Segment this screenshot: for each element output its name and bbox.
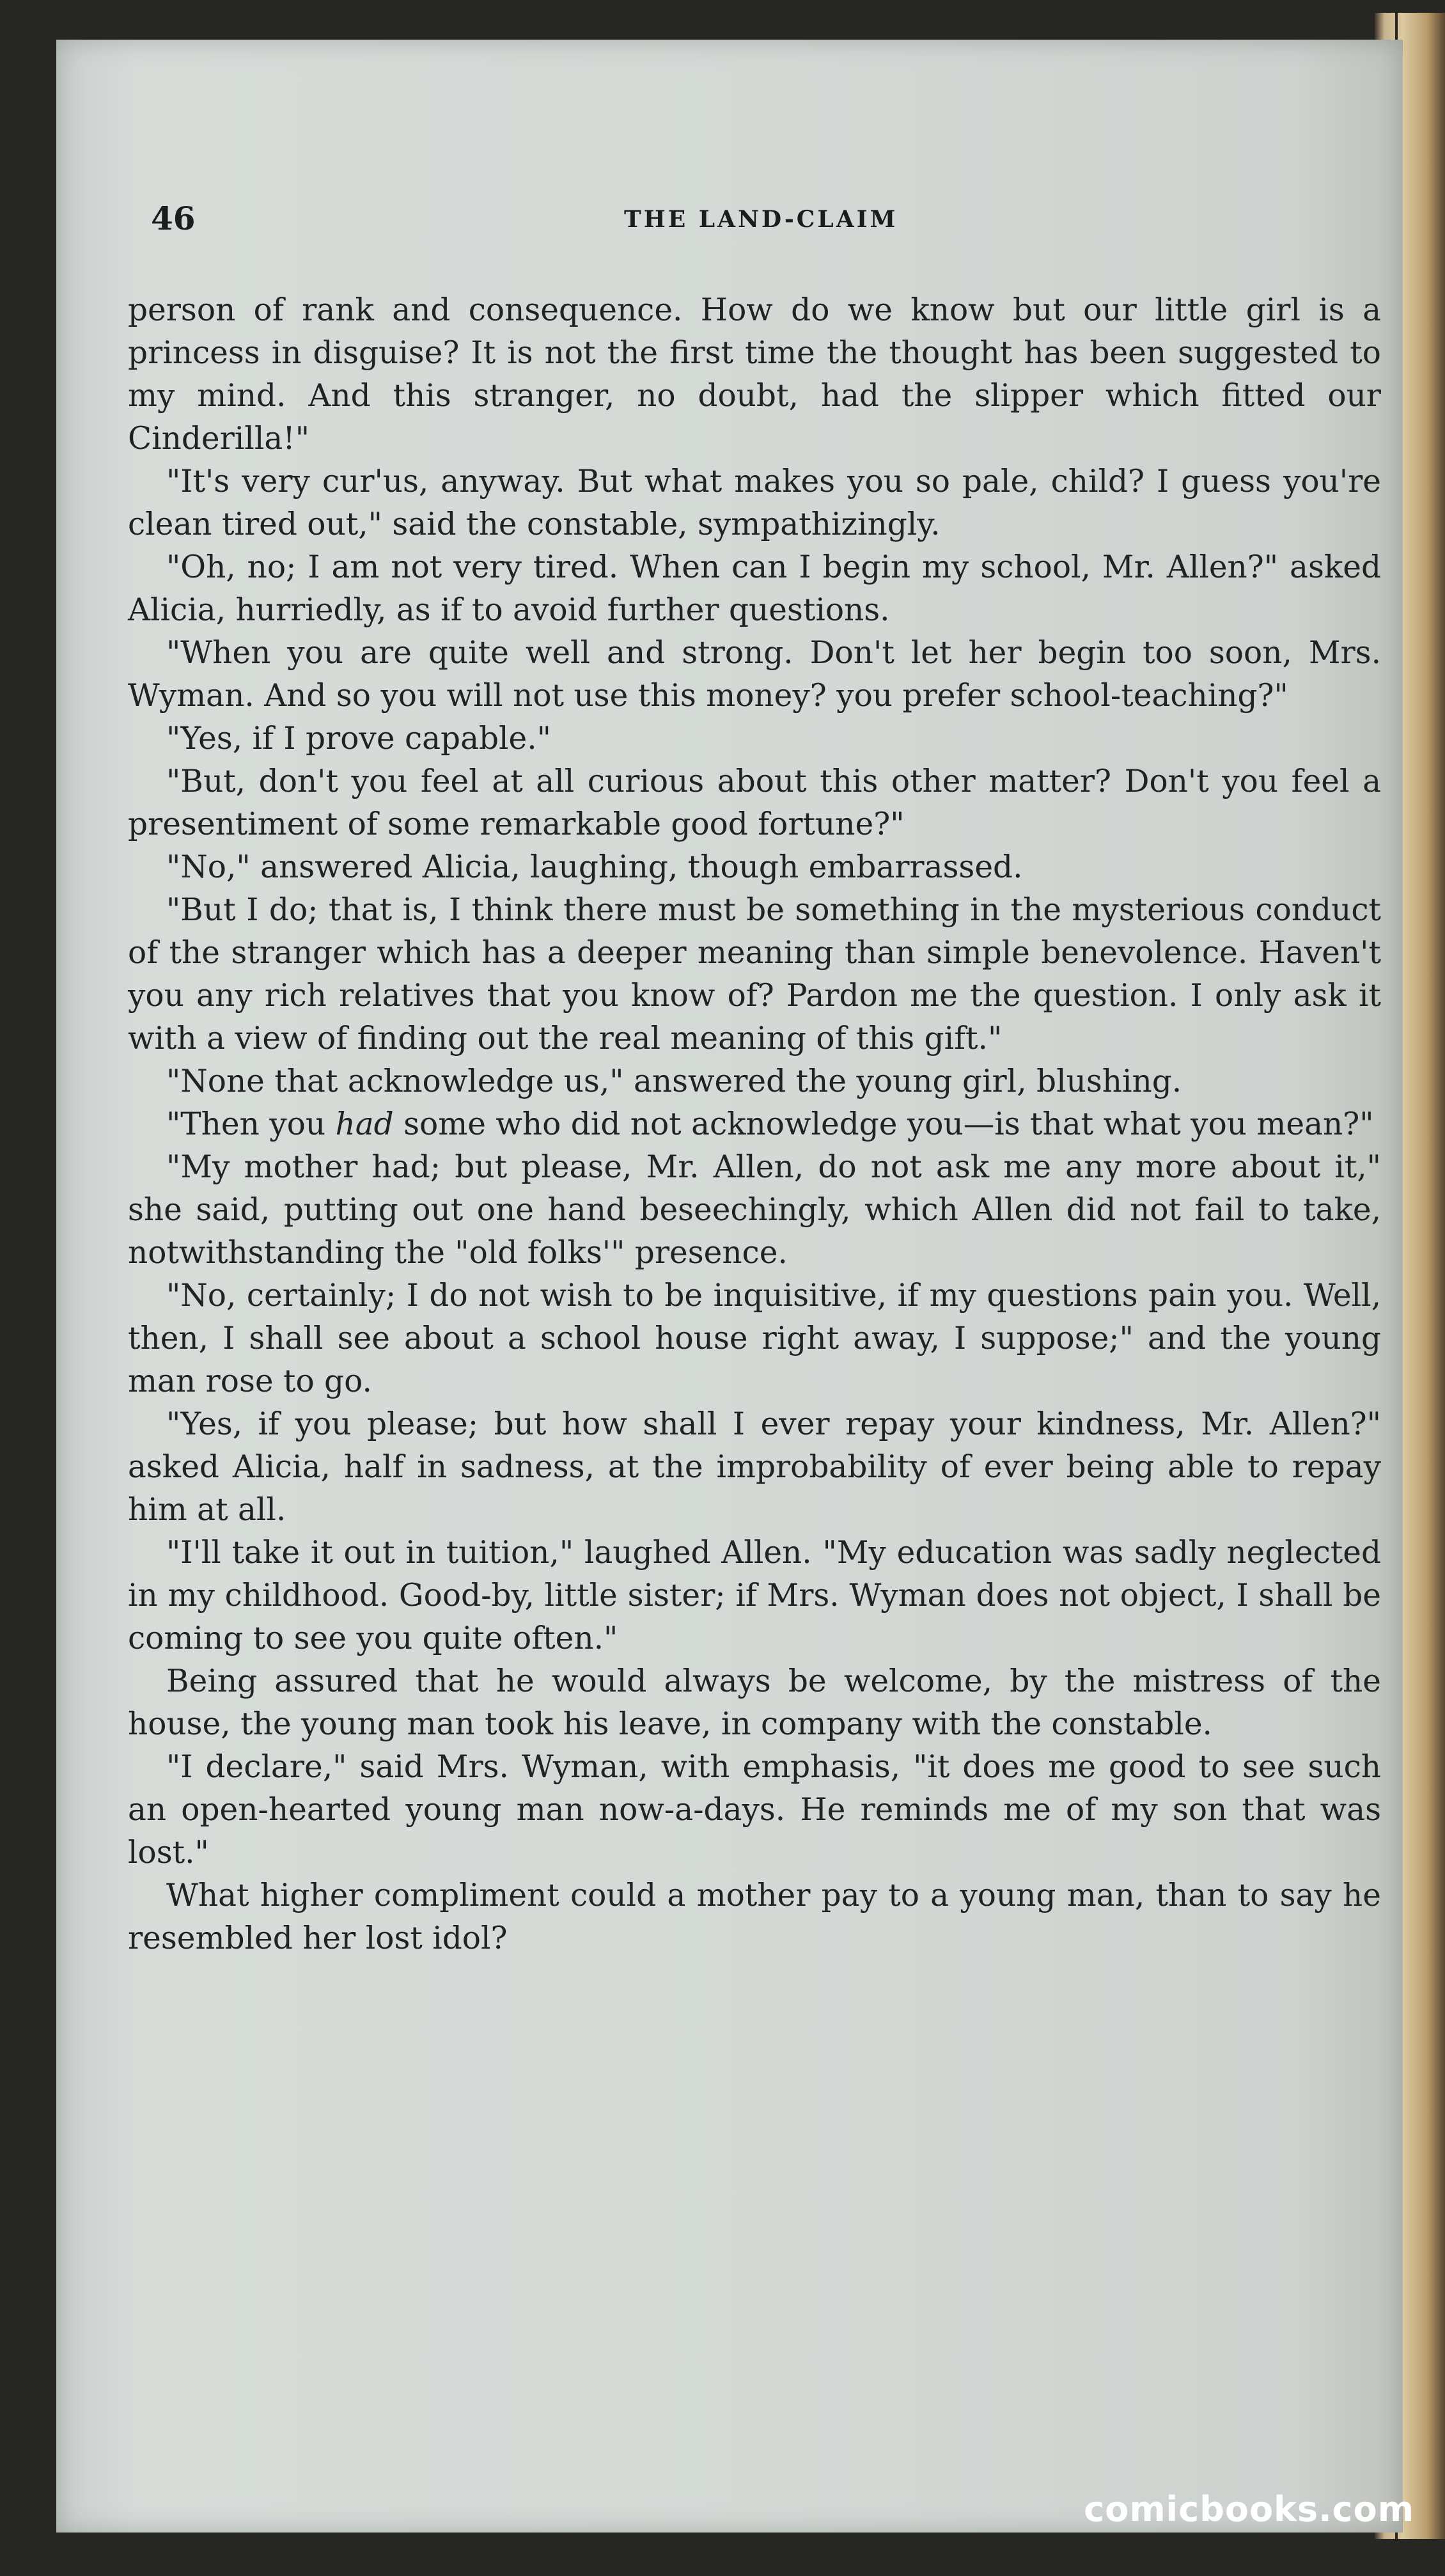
paragraph: "Then you had some who did not acknowledge you—is that what you mean?" (166, 1106, 1374, 1142)
running-title: THE LAND-CLAIM (624, 206, 898, 233)
paragraph: "Oh, no; I am not very tired. When can I begin my school, Mr. Allen?" asked Alicia, hurriedly, as if to avoid further questions. (128, 549, 1381, 628)
paragraph: What higher compliment could a mother pay to a young man, than to say he resembled her lost idol? (128, 1878, 1381, 1956)
paragraph: "I'll take it out in tuition," laughed Allen. "My education was sadly neglected in my childhood. Good-by, little sister; if Mrs. Wyman does not object, I shall be coming to see you quite often." (128, 1535, 1381, 1656)
paragraph: "No, certainly; I do not wish to be inquisitive, if my questions pain you. Well, then, I shall see about a school house right away, I suppose;" and the young man rose to go. (128, 1278, 1381, 1399)
paragraph: "When you are quite well and strong. Don't let her begin too soon, Mrs. Wyman. And so you will not use this money? you prefer school-teaching?" (128, 635, 1381, 714)
paragraph: "My mother had; but please, Mr. Allen, do not ask me any more about it," she said, putting out one hand beseechingly, which Allen did not fail to take, notwithstanding the "old folks'" presence. (128, 1149, 1381, 1271)
site-watermark: comicbooks.com (1084, 2489, 1414, 2529)
paragraph: "No," answered Alicia, laughing, though embarrassed. (166, 849, 1023, 885)
paragraph: "But I do; that is, I think there must be something in the mysterious conduct of the stranger which has a deeper meaning than simple benevolence. Haven't you any rich relatives that you know of? Pardon me the question. I only ask it with a view of finding out the real meaning of this gift." (128, 892, 1381, 1056)
paragraph: "Yes, if you please; but how shall I ever repay your kindness, Mr. Allen?" asked Alicia, half in sadness, at the improbability of ever being able to repay him at all. (128, 1406, 1381, 1528)
paragraph: "I declare," said Mrs. Wyman, with emphasis, "it does me good to see such an open-hearted young man now-a-days. He reminds me of my son that was lost." (128, 1749, 1381, 1871)
page-number: 46 (151, 200, 196, 237)
paragraph: "It's very cur'us, anyway. But what makes you so pale, child? I guess you're clean tired out," said the constable, sympathizingly. (128, 464, 1381, 542)
page-header (151, 200, 1366, 244)
body-text (128, 289, 1381, 1960)
paragraph: "Yes, if I prove capable." (166, 721, 551, 757)
paragraph: Being assured that he would always be welcome, by the mistress of the house, the young man took his leave, in company with the constable. (128, 1663, 1381, 1742)
paragraph: "But, don't you feel at all curious about this other matter? Don't you feel a presentiment of some remarkable good fortune?" (128, 764, 1381, 842)
paragraph: person of rank and consequence. How do we know but our little girl is a princess in disguise? It is not the first time the thought has been suggested to my mind. And this stranger, no doubt, had the slipper which fitted our Cinderilla!" (128, 292, 1381, 457)
paragraph: "None that acknowledge us," answered the young girl, blushing. (166, 1064, 1182, 1099)
